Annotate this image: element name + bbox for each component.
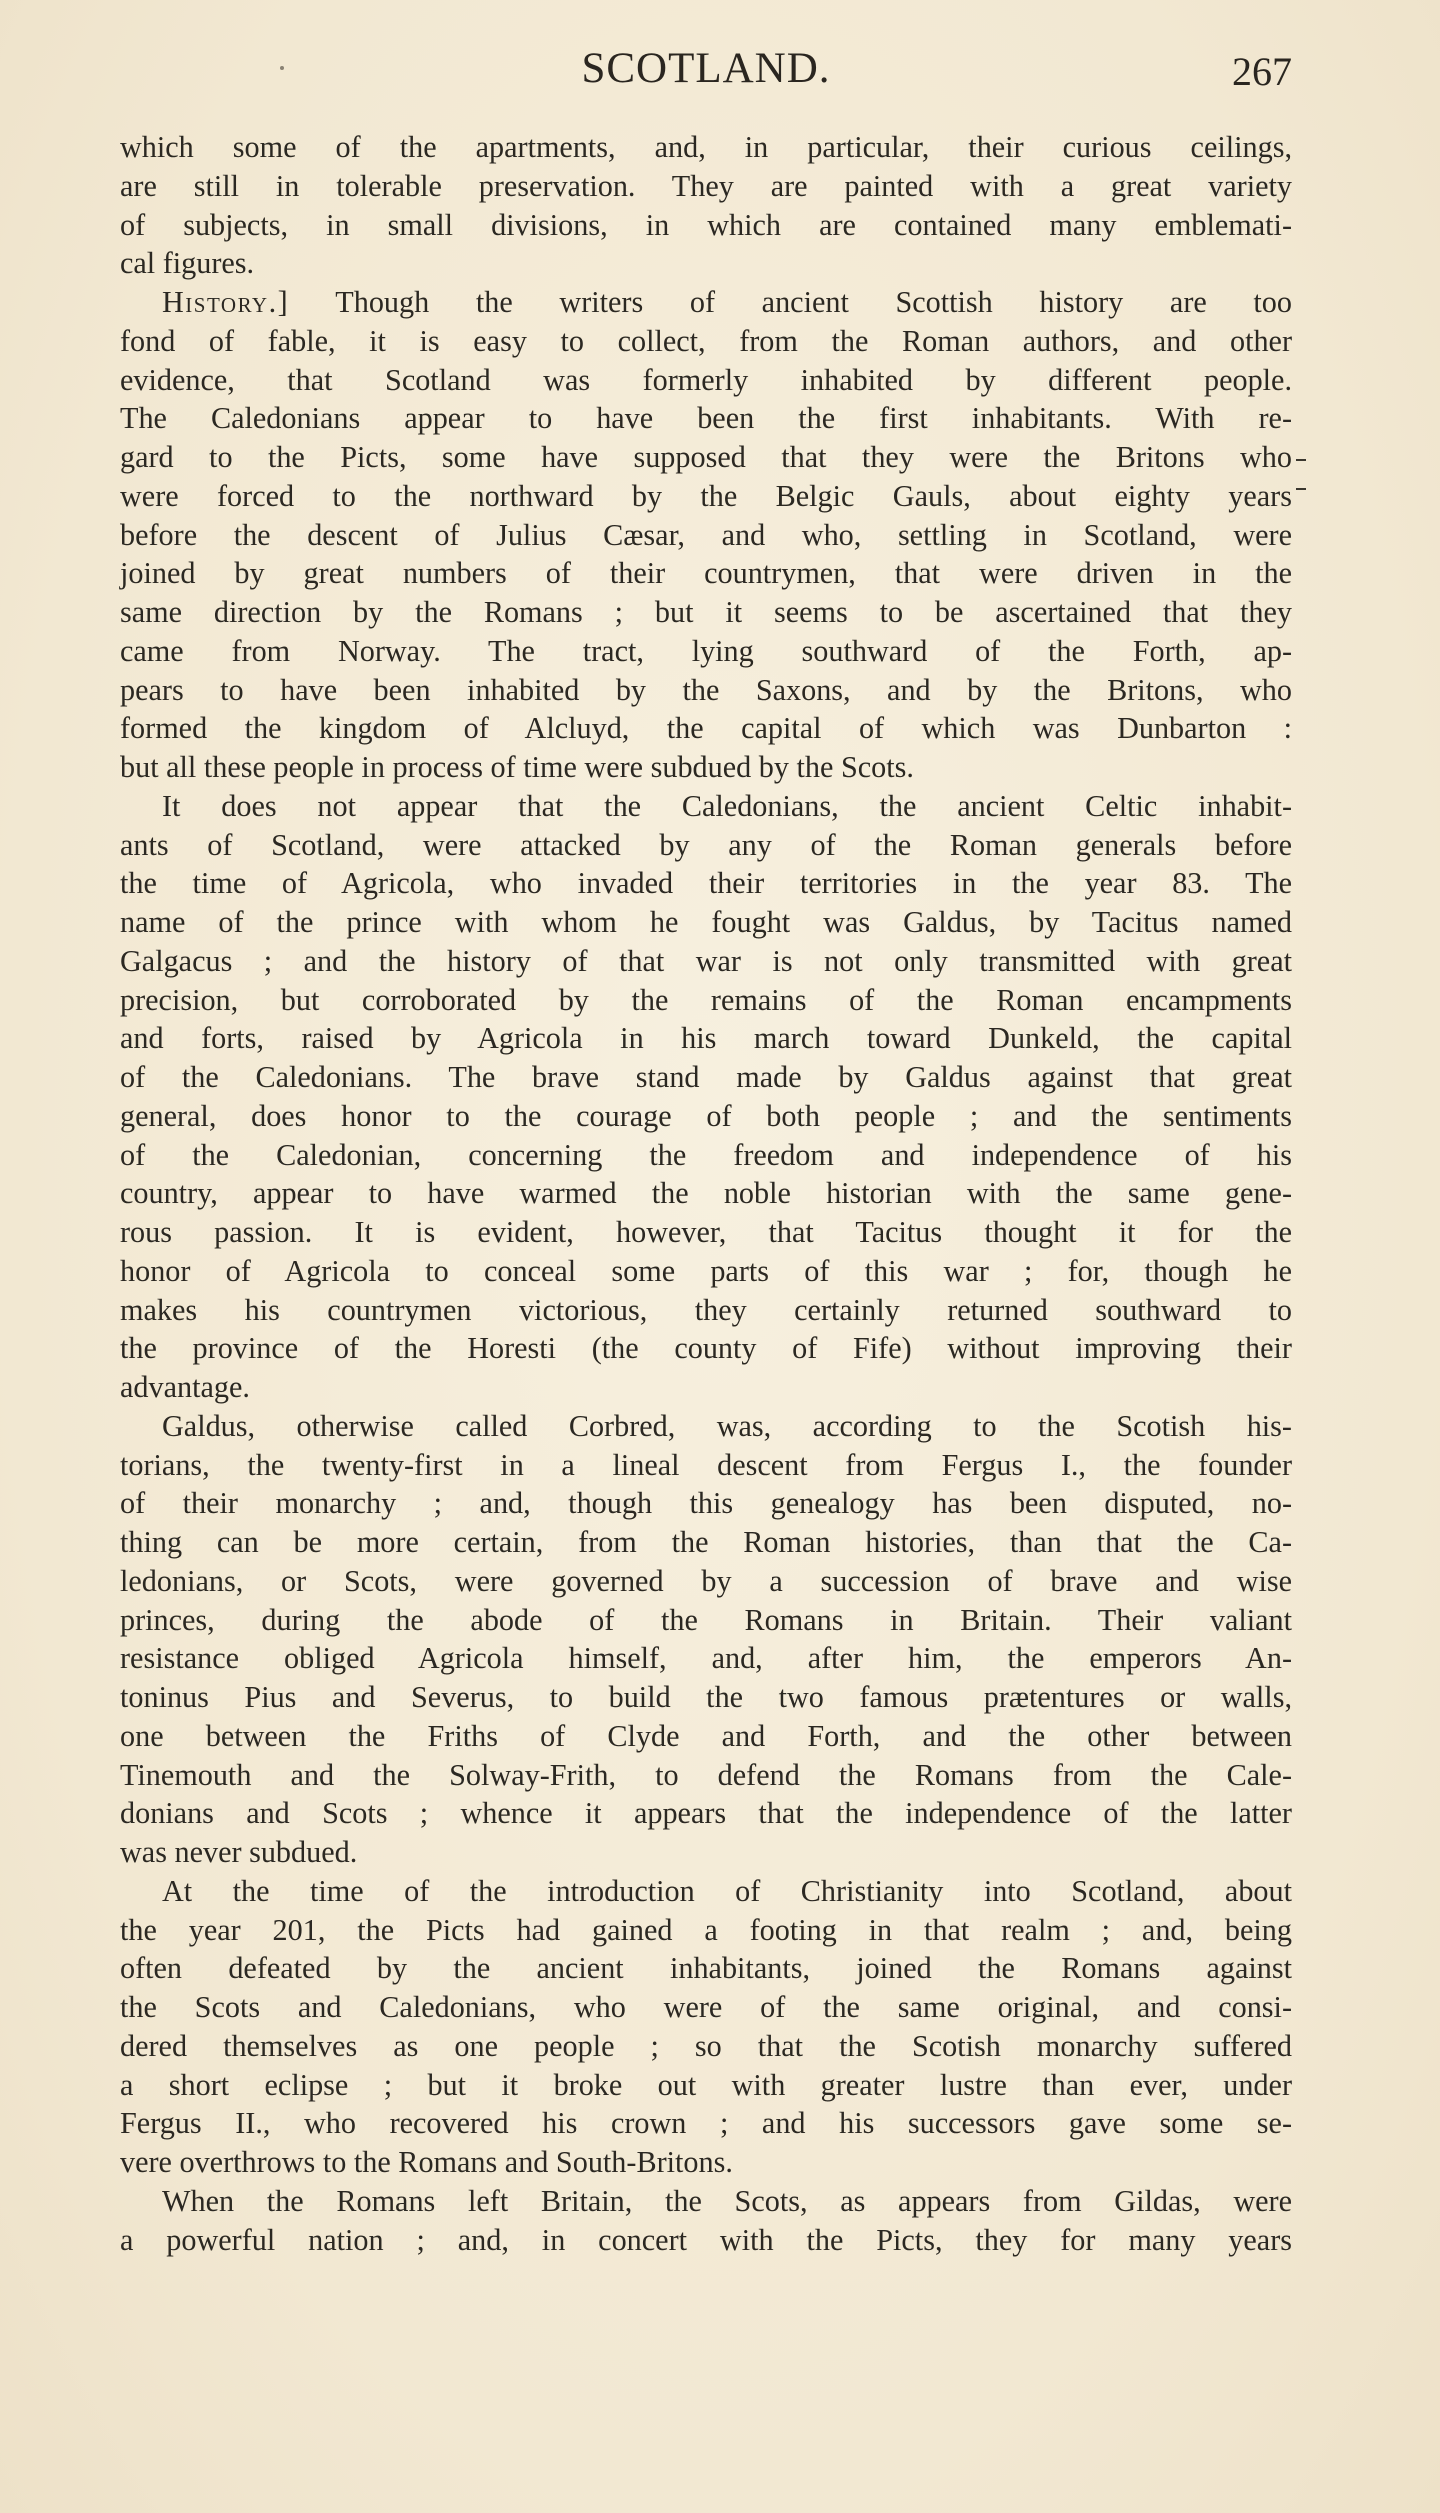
text-line: rous passion. It is evident, however, that Tacitus thought it for the [120, 1215, 1292, 1249]
text-line: of their monarchy ; and, though this genealogy has been disputed, no- [120, 1486, 1292, 1521]
text-line: the time of Agricola, who invaded their territories in the year 83. The [120, 866, 1292, 901]
text-line: joined by great numbers of their countrymen, that were driven in the [120, 556, 1292, 591]
text-line: gard to the Picts, some have supposed that they were the Britons who [120, 440, 1292, 474]
text-line: formed the kingdom of Alcluyd, the capital of which was Dunbarton : [120, 711, 1292, 746]
text-line: ants of Scotland, were attacked by any of the Roman generals before [120, 827, 1292, 862]
text-line: cal figures. [120, 246, 255, 281]
text-line: and forts, raised by Agricola in his march toward Dunkeld, the capital [120, 1021, 1292, 1056]
text-line: of the Caledonian, concerning the freedom and independence of his [120, 1137, 1292, 1172]
text-line: one between the Friths of Clyde and Forth, and the other between [120, 1718, 1292, 1753]
text-line: torians, the twenty-first in a lineal descent from Fergus I., the founder [120, 1447, 1292, 1482]
text-line: precision, but corroborated by the remains of the Roman encampments [120, 982, 1292, 1017]
text-line: often defeated by the ancient inhabitants, joined the Romans against [120, 1951, 1292, 1986]
text-line: It does not appear that the Caledonians, the ancient Celtic inhabit- [162, 788, 1292, 823]
text-line: pears to have been inhabited by the Saxons, and by the Britons, who [120, 672, 1292, 707]
text-line: fond of fable, it is easy to collect, from the Roman authors, and other [120, 323, 1292, 358]
text-line: general, does honor to the courage of both people ; and the sentiments [120, 1098, 1292, 1133]
text-line: When the Romans left Britain, the Scots, as appears from Gildas, were [162, 2183, 1292, 2218]
text-line: a powerful nation ; and, in concert with the Picts, they for many years [120, 2222, 1292, 2257]
text-line: of the Caledonians. The brave stand made by Galdus against that great [120, 1060, 1292, 1094]
text-line: honor of Agricola to conceal some parts of this war ; for, though he [120, 1253, 1292, 1288]
page-number: 267 [1232, 49, 1292, 94]
text-line: donians and Scots ; whence it appears that the independence of the latter [120, 1796, 1292, 1831]
text-line: Galdus, otherwise called Corbred, was, according to the Scotish his- [162, 1408, 1292, 1443]
text-line: same direction by the Romans ; but it seems to be ascertained that they [120, 595, 1292, 629]
text-line: which some of the apartments, and, in particular, their curious ceilings, [120, 130, 1292, 164]
text-line: before the descent of Julius Cæsar, and who, settling in Scotland, were [120, 517, 1292, 552]
text-line: the Scots and Caledonians, who were of the same original, and consi- [120, 1990, 1292, 2024]
text-line: Galgacus ; and the history of that war is not only transmitted with great [120, 943, 1292, 978]
text-line: advantage. [120, 1370, 250, 1404]
text-line: a short eclipse ; but it broke out with greater lustre than ever, under [120, 2067, 1292, 2102]
text-line: the year 201, the Picts had gained a footing in that realm ; and, being [120, 1912, 1292, 1947]
text-line: At the time of the introduction of Christianity into Scotland, about [162, 1873, 1292, 1908]
body-text [120, 128, 1292, 2259]
text-line: of subjects, in small divisions, in which are contained many emblemati- [120, 207, 1292, 242]
text-line: but all these people in process of time were subdued by the Scots. [120, 750, 914, 784]
text-line: thing can be more certain, from the Roman histories, than that the Ca- [120, 1525, 1292, 1559]
text-line: are still in tolerable preservation. They are painted with a great variety [120, 168, 1292, 203]
text-line: evidence, that Scotland was formerly inhabited by different people. [120, 362, 1292, 397]
text-line: came from Norway. The tract, lying southward of the Forth, ap- [120, 633, 1292, 668]
running-head [120, 38, 1292, 98]
text-line: was never subdued. [120, 1835, 358, 1869]
text-line: vere overthrows to the Romans and South-Britons. [120, 2145, 733, 2179]
margin-mark [1296, 488, 1306, 490]
text-line: dered themselves as one people ; so that the Scotish monarchy suffered [120, 2028, 1292, 2063]
text-line: The Caledonians appear to have been the first inhabitants. With re- [120, 401, 1292, 436]
text-line: princes, during the abode of the Romans in Britain. Their valiant [120, 1602, 1292, 1637]
text-line: country, appear to have warmed the noble historian with the same gene- [120, 1176, 1292, 1211]
text-line: name of the prince with whom he fought was Galdus, by Tacitus named [120, 905, 1292, 939]
text-line: were forced to the northward by the Belgic Gauls, about eighty years [120, 478, 1292, 513]
text-line: the province of the Horesti (the county of Fife) without improving their [120, 1331, 1292, 1366]
text-line: Fergus II., who recovered his crown ; and his successors gave some se- [120, 2106, 1292, 2141]
text-line: Tinemouth and the Solway-Frith, to defend the Romans from the Cale- [120, 1757, 1292, 1792]
margin-mark [1296, 459, 1306, 461]
text-line: makes his countrymen victorious, they certainly returned southward to [120, 1292, 1292, 1327]
running-title: SCOTLAND. [581, 45, 831, 92]
text-line: toninus Pius and Severus, to build the two famous prætentures or walls, [120, 1680, 1292, 1714]
text-line: resistance obliged Agricola himself, and, after him, the emperors An- [120, 1641, 1292, 1676]
history-heading-line: History.] Though the writers of ancient Scottish history are too [162, 285, 1292, 319]
text-line: ledonians, or Scots, were governed by a succession of brave and wise [120, 1563, 1292, 1598]
